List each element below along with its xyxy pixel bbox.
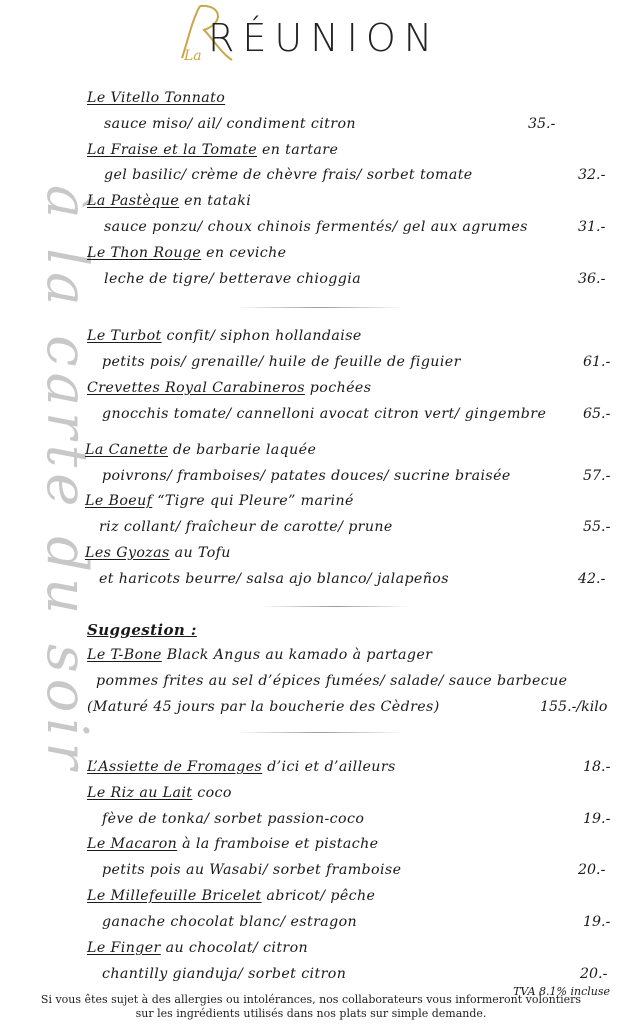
allergy-notice-line2: sur les ingrédients utilisés dans nos plats sur simple demande.: [135, 1007, 487, 1020]
allergy-notice-line1: Si vous êtes sujet à des allergies ou intolérances, nos collaborateurs vous informeront volontiers: [40, 993, 582, 1006]
menu-item-detail: petits pois/ grenaille/ huile de feuille de figuier: [102, 354, 461, 370]
menu-item-title: Le Riz au Lait coco: [87, 785, 232, 801]
svg-text:La: La: [184, 48, 202, 64]
menu-item-detail: et haricots beurre/ salsa ajo blanco/ jalapeños: [99, 571, 449, 587]
menu-item-price: 31.-: [578, 219, 606, 235]
suggestion-heading: Suggestion :: [87, 621, 197, 639]
menu-item-price: 65.-: [583, 406, 611, 422]
menu-item-title: L’Assiette de Fromages d’ici et d’ailleurs: [87, 759, 396, 775]
menu-item-title: Le Turbot confit/ siphon hollandaise: [87, 328, 362, 344]
restaurant-logo: [170, 0, 470, 70]
menu-item-detail: ganache chocolat blanc/ estragon: [102, 914, 358, 930]
menu-item-title: La Canette de barbarie laquée: [85, 442, 317, 458]
tva-note: TVA 8.1% incluse: [513, 985, 610, 998]
menu-item-price: 35.-: [528, 116, 556, 132]
menu-item-title: Le T-Bone Black Angus au kamado à partager: [87, 647, 433, 663]
menu-item-price: 20.-: [578, 862, 606, 878]
svg-text:à la carte du soir: à la carte du soir: [34, 185, 99, 776]
menu-item-title: La Fraise et la Tomate en tartare: [87, 142, 339, 158]
menu-item-detail: petits pois au Wasabi/ sorbet framboise: [102, 862, 402, 878]
section-divider: [235, 307, 405, 308]
menu-item-price: 19.-: [583, 914, 611, 930]
menu-item-price: 18.-: [583, 759, 611, 775]
menu-item-detail: gnocchis tomate/ cannelloni avocat citron vert/ gingembre: [102, 406, 547, 422]
menu-item-price: 36.-: [578, 271, 606, 287]
menu-item-detail: riz collant/ fraîcheur de carotte/ prune: [99, 519, 393, 535]
menu-item-detail: sauce miso/ ail/ condiment citron: [104, 116, 356, 132]
menu-item-title: La Pastèque en tataki: [87, 193, 252, 209]
menu-item-price: 55.-: [583, 519, 611, 535]
menu-item-title: Les Gyozas au Tofu: [85, 545, 231, 561]
menu-item-price: 20.-: [580, 966, 608, 982]
menu-item-price: 155.-/kilo: [540, 699, 608, 715]
menu-item-price: 19.-: [583, 811, 611, 827]
menu-item-title: Le Vitello Tonnato: [87, 90, 226, 106]
menu-item-price: 61.-: [583, 354, 611, 370]
side-script-decoration: [10, 175, 99, 965]
menu-item-note: (Maturé 45 jours par la boucherie des Cèdres): [87, 699, 440, 715]
menu-item-detail: sauce ponzu/ choux chinois fermentés/ gel aux agrumes: [104, 219, 528, 235]
menu-item-price: 57.-: [583, 468, 611, 484]
menu-item-title: Le Thon Rouge en ceviche: [87, 245, 287, 261]
logo-text: RÉUNION: [208, 16, 441, 60]
section-divider: [235, 732, 405, 733]
section-divider: [260, 606, 410, 607]
menu-item-detail: leche de tigre/ betterave chioggia: [104, 271, 362, 287]
menu-item-title: Le Finger au chocolat/ citron: [87, 940, 309, 956]
menu-item-detail: pommes frites au sel d’épices fumées/ salade/ sauce barbecue: [96, 673, 568, 689]
menu-item-detail: chantilly gianduja/ sorbet citron: [102, 966, 347, 982]
menu-item-title: Le Macaron à la framboise et pistache: [87, 836, 379, 852]
menu-item-detail: fève de tonka/ sorbet passion-coco: [102, 811, 365, 827]
menu-item-price: 32.-: [578, 167, 606, 183]
menu-item-title: Crevettes Royal Carabineros pochées: [87, 380, 372, 396]
menu-item-title: Le Boeuf “Tigre qui Pleure” mariné: [85, 493, 354, 509]
menu-item-price: 42.-: [578, 571, 606, 587]
menu-item-title: Le Millefeuille Bricelet abricot/ pêche: [87, 888, 376, 904]
menu-item-detail: gel basilic/ crème de chèvre frais/ sorbet tomate: [104, 167, 473, 183]
menu-item-detail: poivrons/ framboises/ patates douces/ sucrine braisée: [102, 468, 511, 484]
